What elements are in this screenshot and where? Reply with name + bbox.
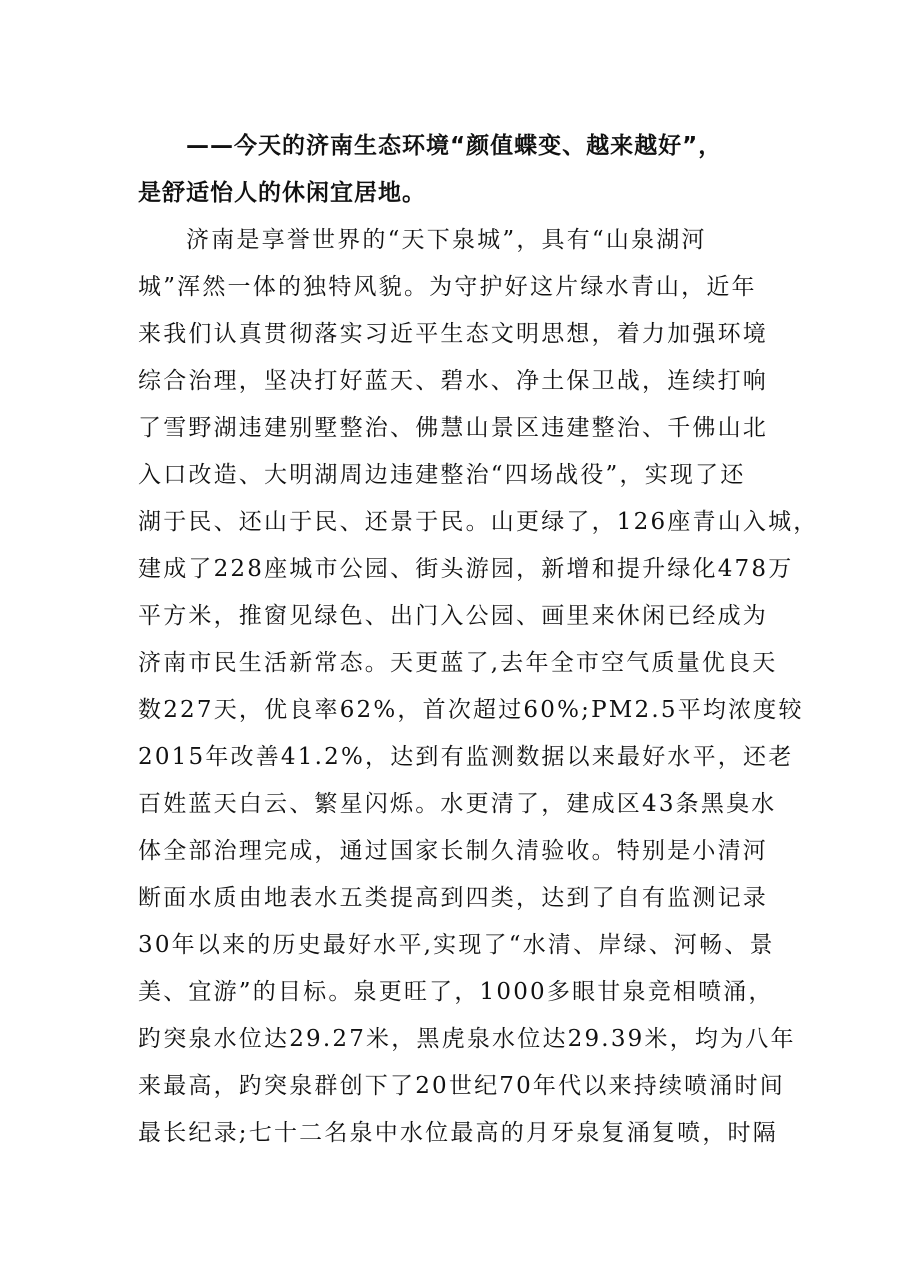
body-line: 2015年改善41.2%，达到有监测数据以来最好水平，还老	[138, 744, 794, 770]
body-line: 来我们认真贯彻落实习近平生态文明思想，着力加强环境	[138, 321, 768, 347]
body-line: 平方米，推窗见绿色、出门入公园、画里来休闲已经成为	[138, 603, 768, 629]
heading-line-2: 是舒适怡人的休闲宜居地。	[138, 180, 426, 206]
body-line: 来最高，趵突泉群创下了20世纪70年代以来持续喷涌时间	[138, 1073, 785, 1099]
body-line: 建成了228座城市公园、街头游园，新增和提升绿化478万	[138, 556, 794, 582]
body-line: 了雪野湖违建别墅整治、佛慧山景区违建整治、千佛山北	[138, 415, 768, 441]
body-line: 济南是享誉世界的“天下泉城”，具有“山泉湖河	[186, 227, 707, 253]
body-line: 30年以来的历史最好水平,实现了“水清、岸绿、河畅、景	[138, 932, 775, 958]
body-line: 数227天，优良率62%，首次超过60%;PM2.5平均浓度较	[138, 697, 804, 723]
body-line: 入口改造、大明湖周边违建整治“四场战役”，实现了还	[138, 462, 746, 488]
body-line: 断面水质由地表水五类提高到四类，达到了自有监测记录	[138, 885, 768, 911]
body-line: 综合治理，坚决打好蓝天、碧水、净土保卫战，连续打响	[138, 368, 768, 394]
body-line: 百姓蓝天白云、繁星闪烁。水更清了，建成区43条黑臭水	[138, 791, 777, 817]
body-line: 城”浑然一体的独特风貌。为守护好这片绿水青山，近年	[138, 274, 757, 300]
body-line: 趵突泉水位达29.27米，黑虎泉水位达29.39米，均为八年	[138, 1026, 796, 1052]
body-line: 最长纪录;七十二名泉中水位最高的月牙泉复涌复喷，时隔	[138, 1120, 778, 1146]
body-line: 体全部治理完成，通过国家长制久清验收。特别是小清河	[138, 838, 768, 864]
body-line: 济南市民生活新常态。天更蓝了,去年全市空气质量优良天	[138, 650, 778, 676]
body-line: 美、宜游”的目标。泉更旺了，1000多眼甘泉竞相喷涌，	[138, 979, 774, 1005]
body-line: 湖于民、还山于民、还景于民。山更绿了，126座青山入城，	[138, 509, 819, 535]
heading-line-1: ——今天的济南生态环境“颜值蝶变、越来越好”，	[186, 133, 723, 159]
